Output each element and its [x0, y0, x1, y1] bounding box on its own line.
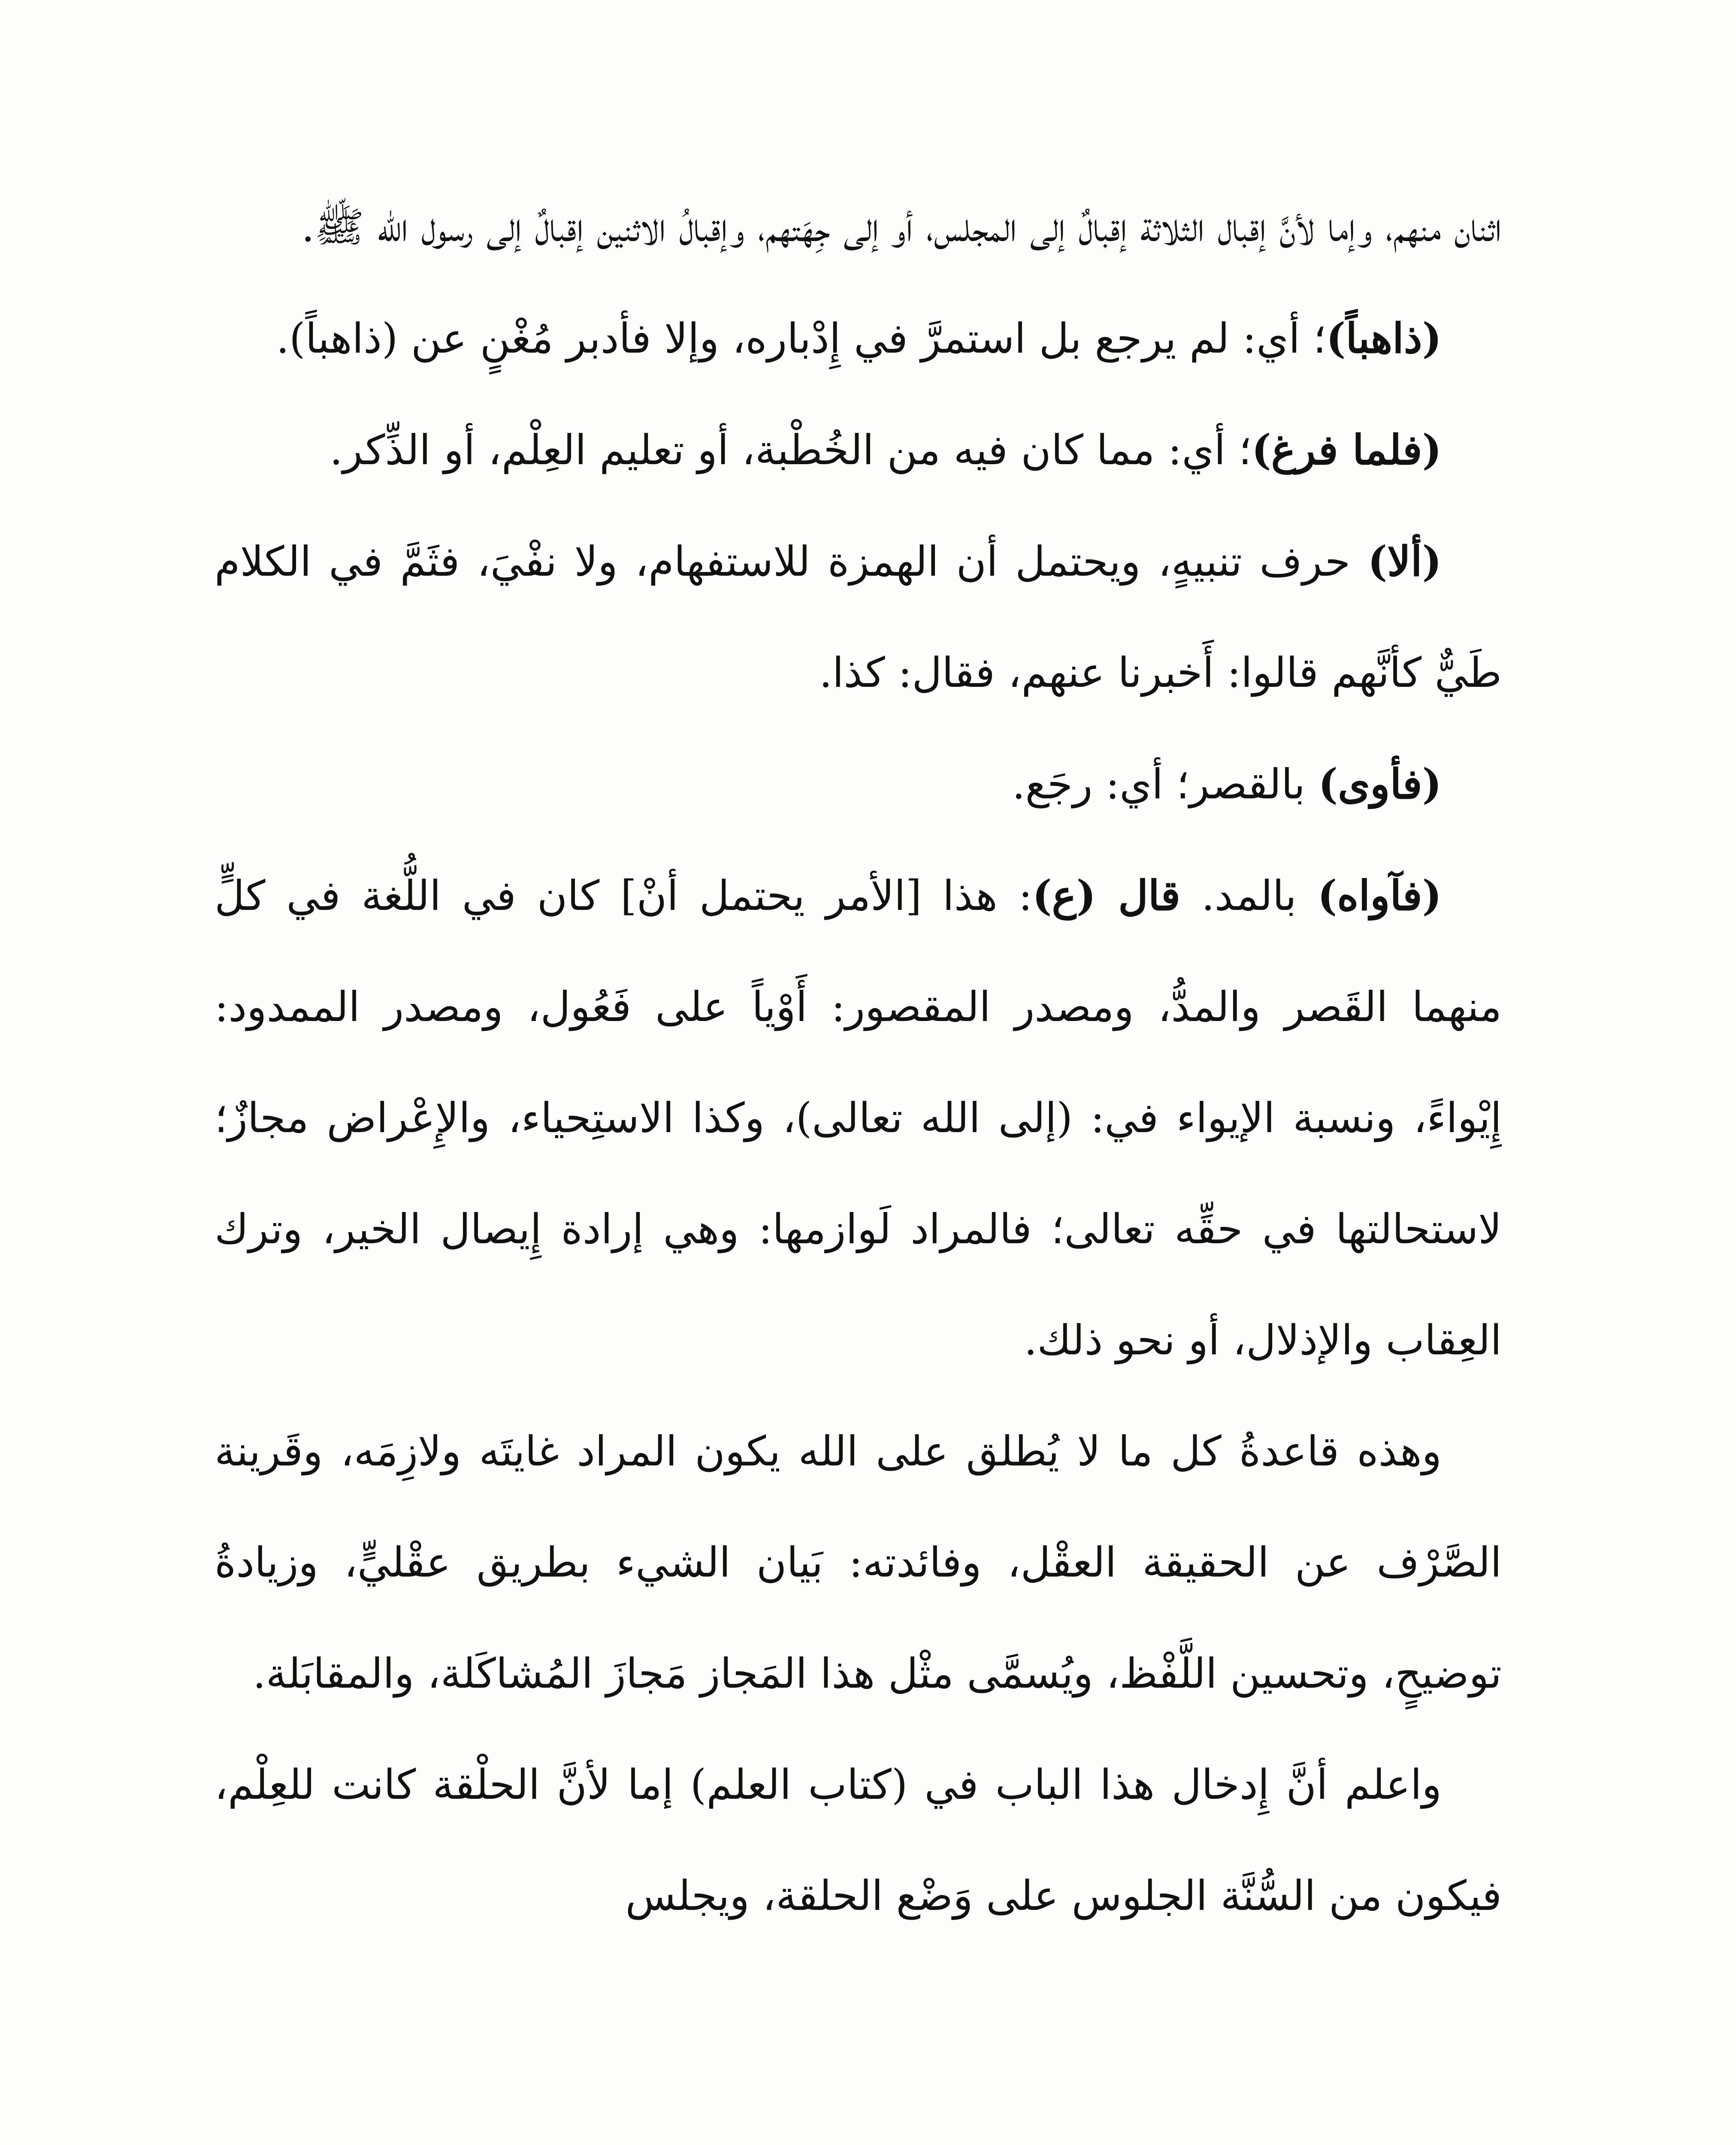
body-text — [215, 172, 1502, 1952]
term-dhahiban: (ذاهباً) — [1326, 314, 1442, 363]
paragraph-2-text: ؛ أي: لم يرجع بل استمرَّ في إِدْباره، وإلا فأدبر مُغْنٍ عن (ذاهباً). — [276, 314, 1326, 363]
paragraph-2 — [215, 283, 1502, 394]
term-falamma-faragha: (فلما فرغ) — [1252, 426, 1442, 474]
paragraph-7-text: وهذه قاعدةُ كل ما لا يُطلق على الله يكون المراد غايتَه ولازِمَه، وقَرينة الصَّرْف عن الحقيقة العقْل، وفائدته: بَيان الشيء بطريق عقْليٍّ، وزيادةُ توضيحٍ، وتحسين اللَّفْظ، ويُسمَّى مثْل هذا المَجاز مَجازَ المُشاكَلة، والمقابَلة. — [215, 1427, 1502, 1698]
paragraph-6-text-b: : هذا [الأمر يحتمل أنْ] كان في اللُّغة في كلٍّ منهما القَصر والمدُّ، ومصدر المقصور: أَوْياً على فَعُول، ومصدر الممدود: إِيْواءً، ونسبة الإيواء في: (إلى الله تعالى)، وكذا الاستِحياء، والإِعْراض مجازٌ؛ لاستحالتها في حقِّه تعالى؛ فالمراد لَوازمها: وهي إرادة إِيصال الخير، وترك العِقاب والإذلال، أو نحو ذلك. — [215, 872, 1502, 1364]
term-faawahu: (فآواه) — [1317, 871, 1442, 920]
paragraph-4 — [215, 506, 1502, 728]
paragraph-5 — [215, 728, 1502, 840]
term-faawa: (فأوى) — [1318, 760, 1442, 808]
paragraph-6 — [215, 840, 1502, 1396]
paragraph-3 — [215, 394, 1502, 506]
paragraph-1-text: اثنان منهم، وإما لأنَّ إقبال الثلاثة إقبالٌ إلى المجلس، أو إلى جِهَتهم، وإقبالُ الاثنين إقبالٌ إلى رسول الله ﷺ. — [301, 203, 1502, 251]
term-qala-ain: قال (ع) — [1032, 871, 1181, 920]
paragraph-4-text: حرف تنبيهٍ، ويحتمل أن الهمزة للاستفهام، ولا نفْيَ، فثَمَّ في الكلام طَيٌّ كأنَّهم قالوا: أَخبرنا عنهم، فقال: كذا. — [215, 538, 1502, 697]
paragraph-6-text-a: بالمد. — [1180, 872, 1318, 920]
paragraph-8-text: واعلم أنَّ إِدخال هذا الباب في (كتاب العلم) إما لأنَّ الحلْقة كانت للعِلْم، فيكون من السُّنَّة الجلوس على وَضْع الحلقة، ويجلس — [215, 1761, 1502, 1920]
paragraph-3-text: ؛ أي: مما كان فيه من الخُطْبة، أو تعليم العِلْم، أو الذِّكر. — [330, 426, 1252, 474]
paragraph-8 — [215, 1729, 1502, 1952]
paragraph-1 — [215, 172, 1502, 283]
paragraph-5-text: بالقصر؛ أي: رجَع. — [1012, 760, 1319, 808]
paragraph-7 — [215, 1396, 1502, 1729]
term-ala: (ألا) — [1367, 537, 1442, 586]
